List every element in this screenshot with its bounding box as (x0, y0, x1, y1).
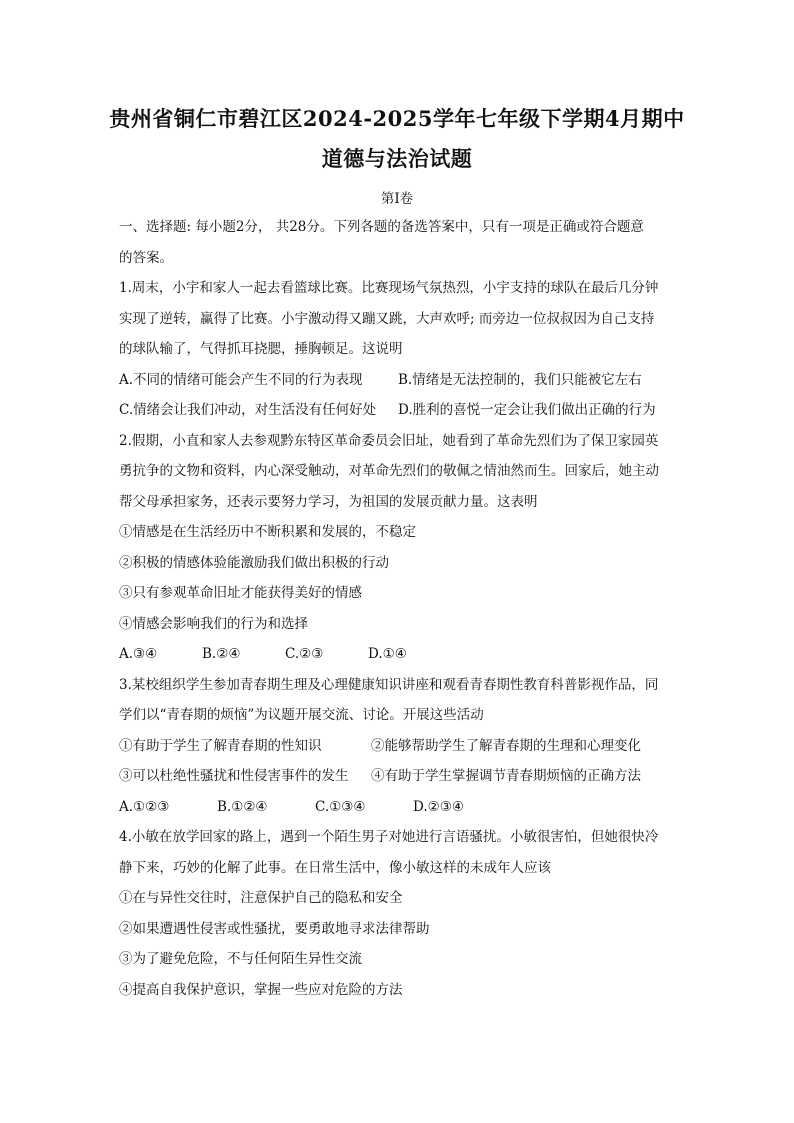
section-instruction-line-1: 一、选择题: 每小题2分， 共28分。下列各题的备选答案中，只有一项是正确或符合题意 (119, 219, 644, 235)
question-3-option-c: C.①③④ (315, 798, 366, 815)
exam-title-line-1: 贵州省铜仁市碧江区2024-2025学年七年级下学期4月期中 (109, 106, 685, 131)
question-2-line: 帮父母承担家务，还表示要努力学习，为祖国的发展贡献力量。这表明 (119, 493, 538, 510)
question-2-option-b: B.②④ (202, 646, 241, 662)
question-2-statement: ②积极的情感体验能激励我们做出积极的行动 (119, 554, 389, 571)
question-3-statement: ①有助于学生了解青春期的性知识 (119, 737, 322, 754)
question-2-option-c: C.②③ (285, 646, 324, 662)
question-2-statement: ③只有参观革命旧址才能获得美好的情感 (119, 585, 362, 601)
question-4-line: 4.小敏在放学回家的路上，遇到一个陌生男子对她进行言语骚扰。小敏很害怕，但她很快冷 (119, 829, 659, 845)
question-2-stem (119, 426, 677, 518)
question-3-line: 学们以“青春期的烦恼”为议题开展交流、讨论。开展这些活动 (119, 707, 484, 723)
question-2-line: 勇抗争的文物和资料，内心深受触动，对革命先烈们的敬佩之情油然而生。回家后，她主动 (119, 463, 659, 479)
question-1-options-row-2 (119, 395, 677, 426)
question-3-line: 3.某校组织学生参加青春期生理及心理健康知识讲座和观看青春期性教育科普影视作品，同 (119, 676, 659, 693)
question-3-statements-row-1 (119, 731, 677, 762)
question-3-statement: ③可以杜绝性骚扰和性侵害事件的发生 (119, 768, 349, 784)
question-3-stem (119, 670, 677, 731)
question-1-stem (119, 273, 677, 365)
section-instruction-line-2: 的答案。 (119, 249, 173, 266)
volume-label: 第I卷 (380, 191, 414, 207)
question-3-statements-row-2 (119, 761, 677, 792)
question-4-stem (119, 822, 677, 883)
exam-content (119, 212, 677, 1005)
question-2-option-d: D.①④ (368, 646, 407, 662)
question-4-statement: ④提高自我保护意识，掌握一些应对危险的方法 (119, 981, 403, 998)
question-4-statement: ②如果遭遇性侵害或性骚扰，要勇敢地寻求法律帮助 (119, 920, 430, 937)
question-2-line: 2.假期，小直和家人去参观黔东特区革命委员会旧址，她看到了革命先烈们为了保卫家园英 (119, 432, 659, 449)
question-1-option-a: A.不同的情绪可能会产生不同的行为表现 (119, 371, 363, 388)
section-instruction (119, 212, 677, 273)
question-1-options-row-1 (119, 365, 677, 396)
question-3-option-b: B.①②④ (217, 798, 268, 815)
question-3-option-d: D.②③④ (413, 798, 464, 815)
question-3-statement: ④有助于学生掌握调节青春期烦恼的正确方法 (371, 768, 641, 784)
question-3-options (119, 792, 677, 823)
question-4-statement: ①在与异性交往时，注意保护自己的隐私和安全 (119, 890, 403, 906)
question-1-option-b: B.情绪是无法控制的，我们只能被它左右 (398, 371, 642, 388)
question-1-line: 的球队输了，气得抓耳挠腮，捶胸顿足。这说明 (119, 341, 403, 357)
question-1-line: 1.周末，小宇和家人一起去看篮球比赛。比赛现场气氛热烈，小宇支持的球队在最后几分钟 (119, 280, 659, 296)
question-1-option-c: C.情绪会让我们冲动，对生活没有任何好处 (119, 402, 377, 418)
question-2-statement: ④情感会影响我们的行为和选择 (119, 615, 308, 632)
question-1-line: 实现了逆转，赢得了比赛。小宇激动得又蹦又跳，大声欢呼; 而旁边一位叔叔因为自己支持 (119, 310, 655, 327)
exam-title-line-2: 道德与法治试题 (321, 146, 473, 171)
question-1-option-d: D.胜利的喜悦一定会让我们做出正确的行为 (398, 402, 656, 418)
question-2-options (119, 639, 677, 670)
question-4-statement: ③为了避免危险，不与任何陌生异性交流 (119, 951, 362, 967)
question-3-statement: ②能够帮助学生了解青春期的生理和心理变化 (371, 737, 641, 754)
question-4-line: 静下来，巧妙的化解了此事。在日常生活中，像小敏这样的未成年人应该 (119, 859, 551, 876)
question-2-option-a: A.③④ (119, 646, 158, 662)
question-2-statement: ①情感是在生活经历中不断积累和发展的，不稳定 (119, 524, 416, 540)
question-3-option-a: A.①②③ (119, 798, 170, 815)
